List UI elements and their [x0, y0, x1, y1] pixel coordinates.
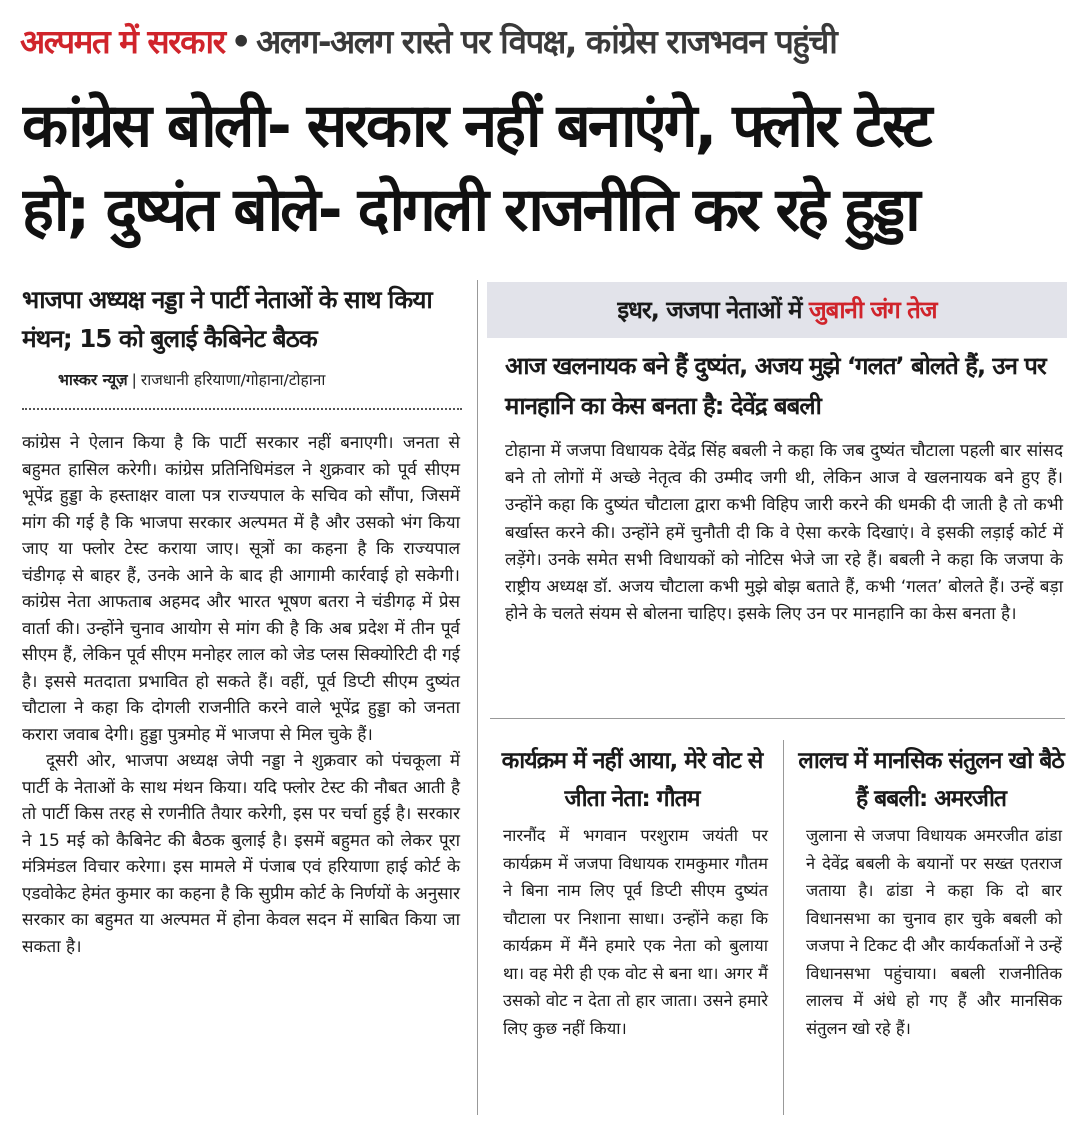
kicker-text: अलग-अलग रास्ते पर विपक्ष, कांग्रेस राजभवन पहुंची [256, 22, 837, 61]
dotted-divider [22, 408, 462, 410]
left-paragraph-2: दूसरी ओर, भाजपा अध्यक्ष जेपी नड्डा ने शुक्रवार को पंचकूला में पार्टी के नेताओं के साथ मंथन किया। यदि फ्लोर टेस्ट की नौबत आती है तो पार्टी किस तरह से रणनीति तैयार करेगी, इस पर चर्चा हुई है। सरकार ने 15 मई को कैबिनेट की बैठक बुलाई है। इसमें बहुमत को लेकर पूरा मंत्रिमंडल विचार करेगा। इस मामले में पंजाब एवं हरियाणा हाई कोर्ट के एडवोकेट हेमंत कुमार का कहना है कि सुप्रीम कोर्ट के निर्णयों के अनुसार सरकार का बहुमत या अल्पमत में होना केवल सदन में साबित किया जा सकता है। [22, 751, 460, 957]
byline [22, 368, 462, 390]
main-headline [22, 84, 1062, 252]
horizontal-divider [490, 718, 1065, 719]
sub-column-divider [783, 740, 784, 1115]
amarjeet-headline: लालच में मानसिक संतुलन खो बैठे हैं बबली: अमरजीत [798, 748, 1064, 812]
right-headline: आज खलनायक बने हैं दुष्यंत, अजय मुझे ‘गलत’ बोलते हैं, उन पर मानहानि का केस बनता है: देवेंद्र बबली [505, 352, 1046, 420]
right-article-body: टोहाना में जजपा विधायक देवेंद्र सिंह बबली ने कहा कि जब दुष्यंत चौटाला पहली बार सांसद बने तो लोगों में अच्छे नेतृत्व की उम्मीद जगी थी, लेकिन आज वे खलनायक बने हुए हैं। उन्होंने कहा कि दुष्यंत चौटाला द्वारा कभी विहिप जारी करने की धमकी दी जाती है तो कभी बर्खास्त करने की। उन्होंने हमें चुनौती दी कि वे ऐसा करके दिखाएं। वे इसकी लड़ाई कोर्ट में लड़ेंगे। उनके समेत सभी विधायकों को नोटिस भेजे जा रहे हैं। बबली ने कहा कि जजपा के राष्ट्रीय अध्यक्ष डॉ. अजय चौटाला कभी मुझे बोझ बताते हैं, कभी ‘गलत’ बोलते हैं। उन्हें बड़ा होने के चलते संयम से बोलना चाहिए। इसके लिए उन पर मानहानि का केस बनता है। [505, 441, 1063, 625]
byline-separator: | [131, 371, 137, 389]
amarjeet-body: जुलाना से जजपा विधायक अमरजीत ढांडा ने देवेंद्र बबली के बयानों पर सख्त एतराज जताया है। ढांडा ने कहा कि दो बार विधानसभा का चुनाव हार चुके बबली को जजपा ने टिकट दी और कार्यकर्ताओं ने उन्हें विधानसभा पहुंचाया। बबली राजनीतिक लालच में अंधे हो गए हैं और मानसिक संतुलन खो रहे हैं। [806, 826, 1062, 1038]
kicker-topic: अल्पमत में सरकार [20, 22, 225, 61]
left-article-body [22, 430, 460, 960]
column-divider [477, 280, 478, 1115]
band-text: इधर, जजपा नेताओं में [617, 296, 802, 324]
band-highlight: जुबानी जंग तेज [808, 296, 937, 324]
right-panel-band [487, 282, 1067, 338]
left-column-header [22, 280, 462, 410]
byline-places: राजधानी हरियाणा/गोहाना/टोहाना [140, 371, 326, 389]
main-headline-line-2: हो; दुष्यंत बोले- दोगली राजनीति कर रहे हुड्डा [22, 175, 918, 245]
gautam-headline: कार्यक्रम में नहीं आया, मेरे वोट से जीता नेता: गौतम [501, 748, 763, 812]
left-paragraph-1: कांग्रेस ने ऐलान किया है कि पार्टी सरकार नहीं बनाएगी। जनता से बहुमत हासिल करेगी। कांग्रेस प्रतिनिधिमंडल ने शुक्रवार को पूर्व सीएम भूपेंद्र हुड्डा के हस्ताक्षर वाला पत्र राज्यपाल के सचिव को सौंपा, जिसमें मांग की गई है कि भाजपा सरकार अल्पमत में है और उसको भंग किया जाए या फ्लोर टेस्ट कराया जाए। सूत्रों का कहना है कि राज्यपाल चंडीगढ़ से बाहर हैं, उनके आने के बाद ही आगामी कार्रवाई हो सकेगी। कांग्रेस नेता आफताब अहमद और भारत भूषण बतरा ने चंडीगढ़ में प्रेस वार्ता की। उन्होंने चुनाव आयोग से मांग की है कि अब प्रदेश में तीन पूर्व सीएम हैं, लेकिन पूर्व सीएम मनोहर लाल को जेड प्लस सिक्योरिटी दी गई है। इससे मतदाता प्रभावित हो सकते हैं। वहीं, पूर्व डिप्टी सीएम दुष्यंत चौटाला ने कहा कि दोगली राजनीति करने वाले भूपेंद्र हुड्डा को जनता करारा जवाब देगी। हुड्डा पुत्रमोह में भाजपा से मिल चुके हैं। [22, 433, 460, 745]
left-subheadline: भाजपा अध्यक्ष नड्डा ने पार्टी नेताओं के साथ किया मंथन; 15 को बुलाई कैबिनेट बैठक [22, 285, 432, 353]
kicker-line [20, 14, 1065, 70]
gautam-body: नारनौंद में भगवान परशुराम जयंती पर कार्यक्रम में जजपा विधायक रामकुमार गौतम ने बिना नाम लिए पूर्व डिप्टी सीएम दुष्यंत चौटाला पर निशाना साधा। उन्होंने कहा कि कार्यक्रम में मैंने हमारे एक नेता को बुलाया था। वह मेरी ही एक वोट से बना था। अगर मैं उसको वोट न देता तो हार जाता। उसने हमारे लिए कुछ नहीं किया। [503, 826, 768, 1038]
byline-source: भास्कर न्यूज़ [58, 371, 128, 389]
kicker-bullet: • [230, 22, 251, 61]
main-headline-line-1: कांग्रेस बोली- सरकार नहीं बनाएंगे, फ्लोर टेस्ट [22, 91, 930, 161]
